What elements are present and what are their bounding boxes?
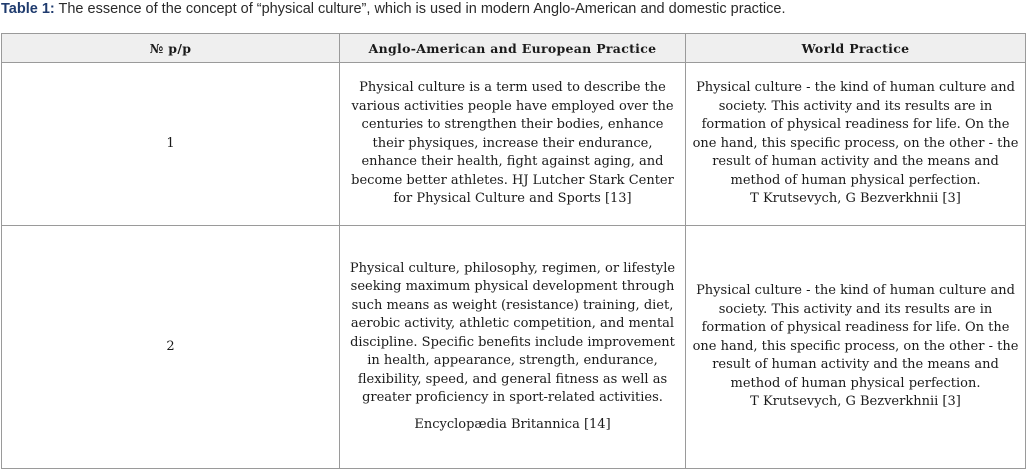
row-number: 2 xyxy=(2,226,340,469)
caption-text: The essence of the concept of “physical culture”, which is used in modern Anglo-American and domestic practice. xyxy=(58,1,786,17)
world-definition xyxy=(686,226,1026,469)
european-definition xyxy=(340,226,686,469)
comparison-table xyxy=(1,33,1026,469)
european-definition-text: Physical culture is a term used to describe the various activities people have employed over the centuries to strengthen their bodies, enhance their physiques, increase their endurance, enhance their health, fight against aging, and become better athletes. HJ Lutcher Stark Center for Physical Culture and Sports [13] xyxy=(351,80,674,207)
table-row xyxy=(2,226,1026,469)
caption-label: Table 1: xyxy=(1,1,55,17)
european-definition xyxy=(340,63,686,226)
table-caption xyxy=(1,0,1025,22)
world-definition-authors: T Krutsevych, G Bezverkhnii [3] xyxy=(750,394,961,410)
header-world-practice: World Practice xyxy=(686,34,1026,63)
world-definition-authors: T Krutsevych, G Bezverkhnii [3] xyxy=(750,191,961,207)
world-definition-text: Physical culture - the kind of human culture and society. This activity and its results are in formation of physical readiness for life. On the one hand, this specific process, on the other - the result of human activity and the means and method of human physical perfection. xyxy=(692,283,1019,391)
header-number: № p/p xyxy=(2,34,340,63)
header-row xyxy=(2,34,1026,63)
world-definition xyxy=(686,63,1026,226)
header-european-practice: Anglo-American and European Practice xyxy=(340,34,686,63)
european-definition-source: Encyclopædia Britannica [14] xyxy=(414,416,611,432)
table-row xyxy=(2,63,1026,226)
world-definition-text: Physical culture - the kind of human culture and society. This activity and its results are in formation of physical readiness for life. On the one hand, this specific process, on the other - the result of human activity and the means and method of human physical perfection. xyxy=(692,80,1019,188)
european-definition-text: Physical culture, philosophy, regimen, or lifestyle seeking maximum physical development through such means as weight (resistance) training, diet, aerobic activity, athletic competition, and mental discipline. Specific benefits include improvement in health, appearance, strength, endurance, flexibility, speed, and general fitness as well as greater proficiency in sport-related activities. xyxy=(349,260,676,406)
row-number: 1 xyxy=(2,63,340,226)
